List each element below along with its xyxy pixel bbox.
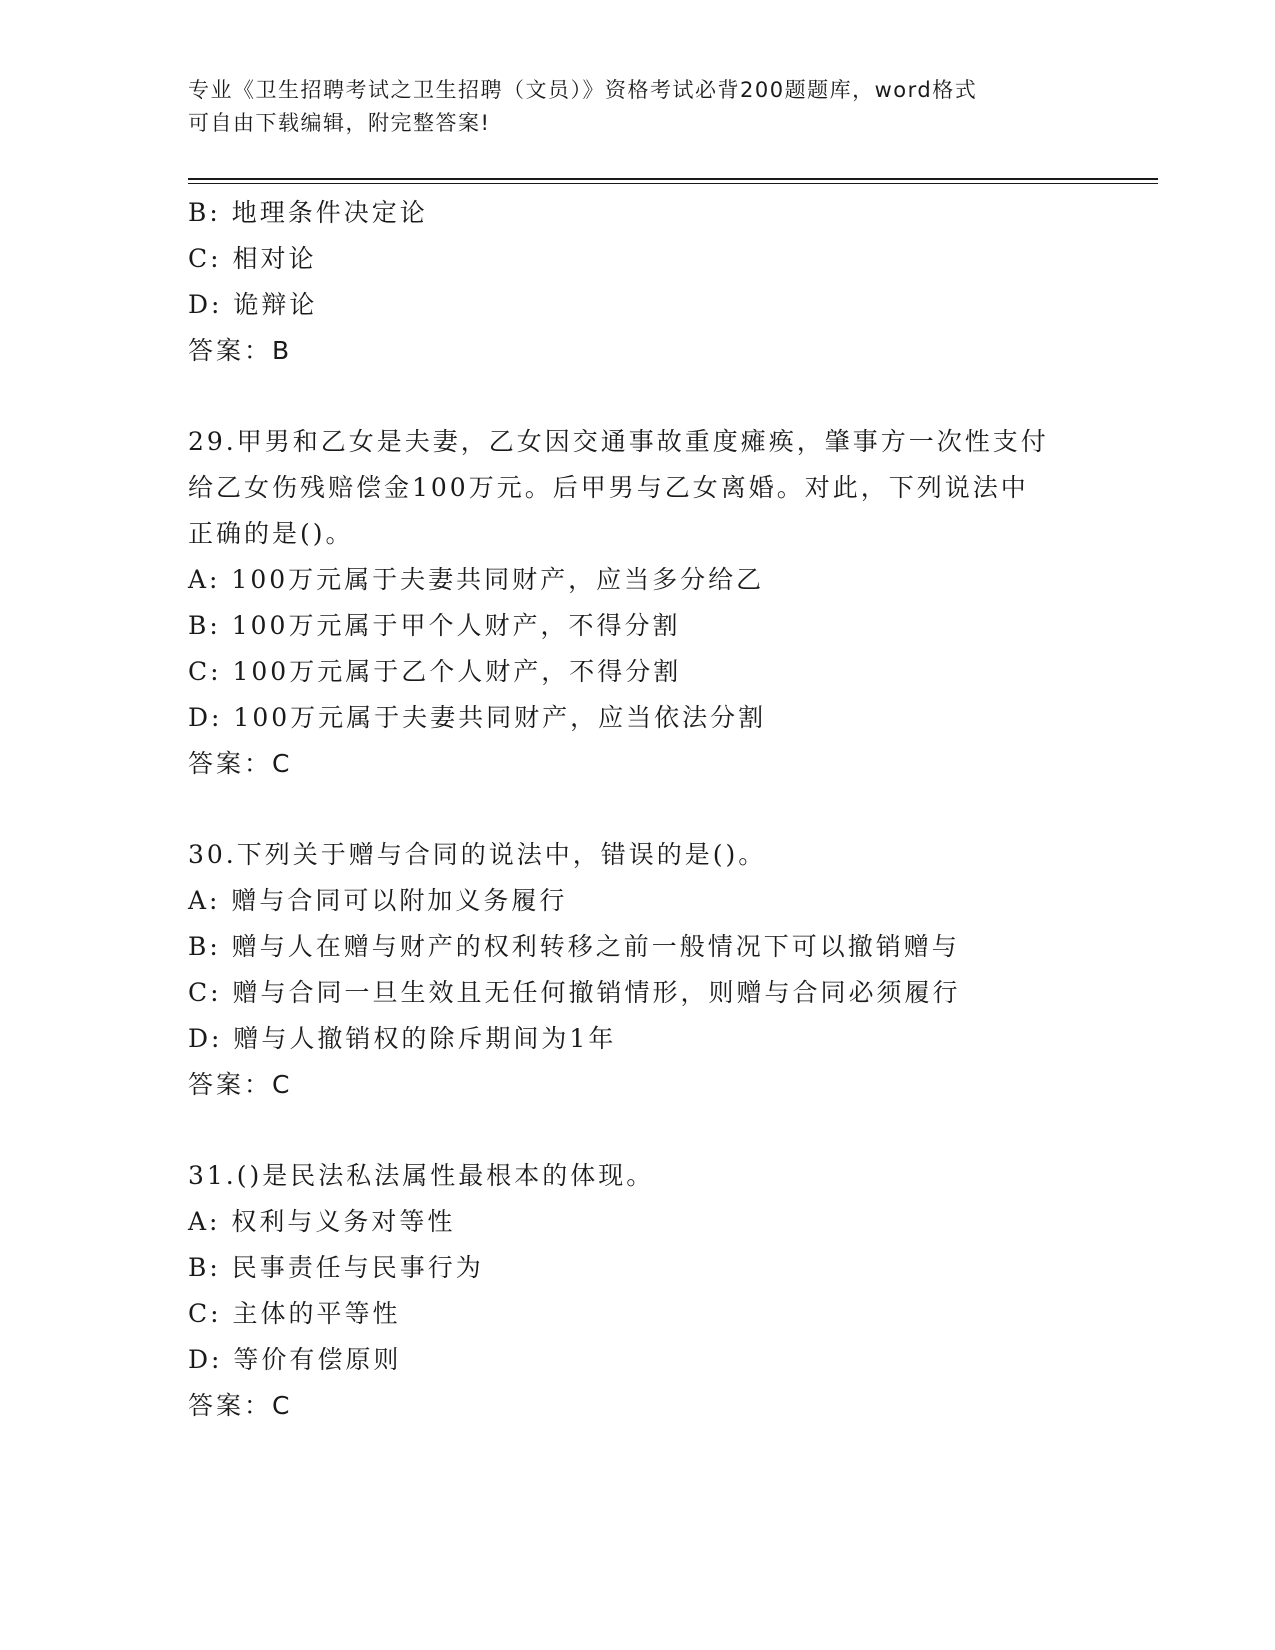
answer-line: 答案：C xyxy=(188,1070,293,1099)
option-c: C: 100万元属于乙个人财产，不得分割 xyxy=(188,657,682,686)
option-b: B: 地理条件决定论 xyxy=(188,198,428,227)
question-stem-line: 30.下列关于赠与合同的说法中，错误的是()。 xyxy=(188,840,767,869)
option-c: C: 相对论 xyxy=(188,244,317,273)
option-d: D: 100万元属于夫妻共同财产，应当依法分割 xyxy=(188,703,767,732)
header-line-1: 专业《卫生招聘考试之卫生招聘（文员）》资格考试必背200题题库，word格式 xyxy=(188,78,978,102)
option-b: B: 100万元属于甲个人财产，不得分割 xyxy=(188,611,681,640)
option-b: B: 赠与人在赠与财产的权利转移之前一般情况下可以撤销赠与 xyxy=(188,932,960,961)
option-a: A: 100万元属于夫妻共同财产，应当多分给乙 xyxy=(188,565,765,594)
option-d: D: 诡辩论 xyxy=(188,290,318,319)
header-line-2: 可自由下载编辑，附完整答案! xyxy=(188,111,491,135)
question-28-tail xyxy=(188,190,1088,374)
question-list xyxy=(188,190,1088,1429)
question-stem-line: 29.甲男和乙女是夫妻，乙女因交通事故重度瘫痪，肇事方一次性支付 xyxy=(188,427,1049,456)
question-31 xyxy=(188,1153,1088,1429)
question-stem-line: 31.()是民法私法属性最根本的体现。 xyxy=(188,1161,655,1190)
page-header xyxy=(188,74,1068,140)
question-stem-line: 正确的是()。 xyxy=(188,519,354,548)
header-divider-thin xyxy=(188,183,1158,184)
option-c: C: 赠与合同一旦生效且无任何撤销情形，则赠与合同必须履行 xyxy=(188,978,961,1007)
option-b: B: 民事责任与民事行为 xyxy=(188,1253,484,1282)
answer-line: 答案：C xyxy=(188,1391,293,1420)
option-d: D: 赠与人撤销权的除斥期间为1年 xyxy=(188,1024,617,1053)
option-c: C: 主体的平等性 xyxy=(188,1299,401,1328)
question-30 xyxy=(188,832,1088,1108)
answer-line: 答案：B xyxy=(188,336,293,365)
option-a: A: 赠与合同可以附加义务履行 xyxy=(188,886,568,915)
option-d: D: 等价有偿原则 xyxy=(188,1345,402,1374)
answer-line: 答案：C xyxy=(188,749,293,778)
header-divider-thick xyxy=(188,178,1158,180)
question-stem-line: 给乙女伤残赔偿金100万元。后甲男与乙女离婚。对此，下列说法中 xyxy=(188,473,1029,502)
option-a: A: 权利与义务对等性 xyxy=(188,1207,456,1236)
question-29 xyxy=(188,419,1088,787)
